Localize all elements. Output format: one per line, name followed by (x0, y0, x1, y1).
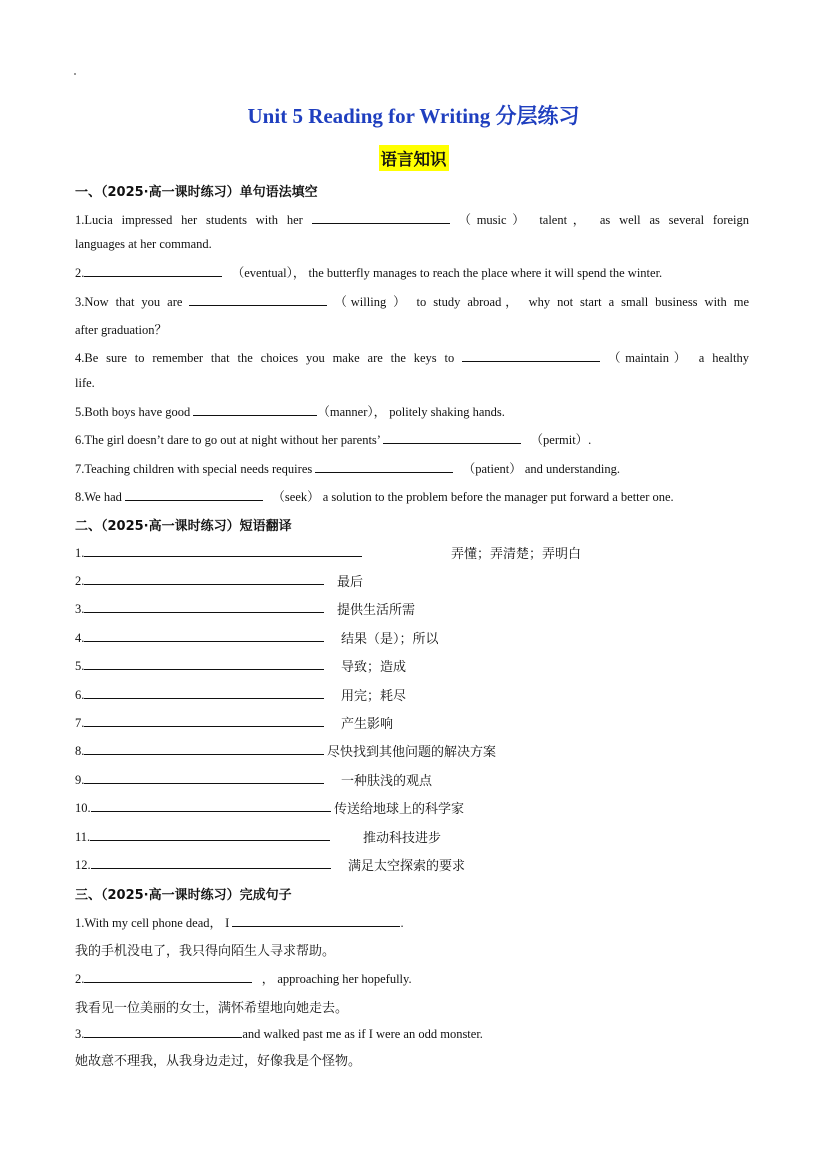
grammar-question-2 (75, 263, 662, 281)
item-number: 9. (75, 773, 85, 787)
word-hint: （manner）， (317, 405, 387, 419)
answer-blank[interactable] (315, 460, 453, 473)
word-hint: （eventual）， (231, 266, 306, 280)
item-number: 1. (75, 546, 85, 560)
phrase-meaning-9: 一种肤浅的观点 (341, 774, 433, 789)
question-text: Teaching children with special needs requires (84, 462, 316, 476)
answer-blank[interactable] (91, 856, 331, 869)
phrase-meaning-11: 推动科技进步 (363, 831, 442, 846)
answer-blank[interactable] (84, 686, 324, 699)
question-text: the butterfly manages to reach the place where it will spend the winter. (305, 266, 663, 280)
page-title: Unit 5 Reading for Writing 分层练习 (247, 104, 580, 128)
phrase-meaning-3: 提供生活所需 (337, 603, 416, 618)
phrase-meaning-8: 尽快找到其他问题的解决方案 (327, 745, 497, 760)
word-hint: （seek） (272, 490, 320, 504)
item-number: 8. (75, 744, 85, 758)
sentence-cn-3: 她故意不理我，从我身边走过，好像我是个怪物。 (75, 1054, 362, 1069)
item-number: 5. (75, 659, 85, 673)
question-number: 1. (75, 213, 85, 227)
answer-blank[interactable] (84, 1025, 242, 1038)
item-number: 3. (75, 602, 85, 616)
item-number: 6. (75, 688, 85, 702)
subtitle-wrap (0, 145, 827, 171)
grammar-question-8 (75, 487, 674, 505)
sentence-text: ， approaching her hopefully. (261, 972, 412, 986)
phrase-meaning-7: 产生影响 (341, 717, 394, 732)
answer-blank[interactable] (193, 403, 317, 416)
word-hint: （permit） (530, 433, 589, 447)
phrase-item-11 (75, 828, 330, 845)
question-text: . (588, 433, 592, 447)
question-text: a solution to the problem before the manager put forward a better one. (319, 490, 674, 504)
question-number: 7. (75, 462, 85, 476)
item-number: 2. (75, 972, 85, 986)
phrase-item-10 (75, 799, 331, 816)
question-number: 8. (75, 490, 85, 504)
phrase-item-4 (75, 629, 324, 646)
question-text: We had (84, 490, 126, 504)
answer-blank[interactable] (232, 914, 400, 927)
word-hint: （maintain） (607, 351, 691, 365)
page-dot (74, 73, 76, 75)
sentence-cn-1: 我的手机没电了，我只得向陌生人寻求帮助。 (75, 944, 336, 959)
answer-blank[interactable] (84, 742, 324, 755)
question-text: to study abroad， why not start a small business with me (409, 295, 750, 309)
answer-blank[interactable] (90, 828, 330, 841)
phrase-meaning-10: 传送给地球上的科学家 (334, 802, 465, 817)
grammar-question-6 (75, 430, 591, 448)
answer-blank[interactable] (312, 211, 450, 224)
word-hint: （music） (458, 213, 531, 227)
answer-blank[interactable] (84, 629, 324, 642)
phrase-item-2 (75, 572, 324, 589)
question-number: 6. (75, 433, 85, 447)
phrase-item-5 (75, 657, 324, 674)
answer-blank[interactable] (84, 714, 324, 727)
answer-blank[interactable] (84, 264, 222, 277)
phrase-item-7 (75, 714, 324, 731)
grammar-question-1-cont: languages at her command. (75, 237, 212, 251)
answer-blank[interactable] (84, 771, 324, 784)
question-text: Lucia impressed her students with her (84, 213, 312, 227)
question-text: and understanding. (521, 462, 620, 476)
sentence-item-2 (75, 969, 412, 987)
item-number: 7. (75, 716, 85, 730)
answer-blank[interactable] (189, 293, 327, 306)
question-text: talent， as well as several foreign (530, 213, 750, 227)
phrase-item-3 (75, 600, 324, 617)
question-number: 5. (75, 405, 85, 419)
phrase-meaning-1: 弄懂；弄清楚；弄明白 (451, 547, 582, 562)
answer-blank[interactable] (462, 349, 600, 362)
answer-blank[interactable] (84, 544, 362, 557)
item-number: 10. (75, 801, 91, 815)
grammar-question-3 (75, 292, 749, 310)
word-hint: （willing ） (334, 295, 410, 309)
phrase-item-8 (75, 742, 324, 759)
question-text: Both boys have good (84, 405, 194, 419)
section3-heading: 三、（2025·高一课时练习）完成句子 (75, 888, 292, 903)
question-number: 4. (75, 351, 85, 365)
question-text: Be sure to remember that the choices you make are the keys to (84, 351, 463, 365)
item-number: 12. (75, 858, 91, 872)
phrase-meaning-12: 满足太空探索的要求 (348, 859, 466, 874)
answer-blank[interactable] (91, 799, 331, 812)
sentence-item-1 (75, 913, 404, 931)
answer-blank[interactable] (84, 657, 324, 670)
question-number: 2. (75, 266, 85, 280)
section2-heading: 二、（2025·高一课时练习）短语翻译 (75, 519, 292, 534)
phrase-meaning-6: 用完；耗尽 (341, 689, 407, 704)
answer-blank[interactable] (383, 431, 521, 444)
phrase-item-1 (75, 544, 362, 561)
item-number: 11. (75, 830, 91, 844)
sentence-item-3 (75, 1025, 483, 1042)
phrase-item-6 (75, 686, 324, 703)
sentence-cn-2: 我看见一位美丽的女士，满怀希望地向她走去。 (75, 1001, 349, 1016)
question-text: Now that you are (84, 295, 190, 309)
item-number: 1. (75, 916, 85, 930)
grammar-question-7 (75, 459, 620, 477)
phrase-meaning-5: 导致；造成 (341, 660, 407, 675)
grammar-question-1 (75, 210, 749, 228)
grammar-question-4 (75, 348, 749, 366)
item-number: 4. (75, 631, 85, 645)
answer-blank[interactable] (125, 488, 263, 501)
question-text: The girl doesn’t dare to go out at night without her parents’ (84, 433, 384, 447)
item-number: 3. (75, 1027, 85, 1041)
phrase-item-12 (75, 856, 331, 873)
sentence-text: With my cell phone dead， I (84, 916, 233, 930)
item-number: 2. (75, 574, 85, 588)
sentence-text: and walked past me as if I were an odd monster. (242, 1027, 483, 1041)
answer-blank[interactable] (84, 970, 252, 983)
question-text: a healthy (690, 351, 749, 365)
phrase-item-9 (75, 771, 324, 788)
sentence-text: . (400, 916, 404, 930)
answer-blank[interactable] (84, 600, 324, 613)
section-subtitle: 语言知识 (379, 145, 449, 171)
question-text: politely shaking hands. (386, 405, 505, 419)
question-number: 3. (75, 295, 85, 309)
phrase-meaning-2: 最后 (337, 575, 364, 590)
word-hint: （patient） (462, 462, 522, 476)
phrase-meaning-4: 结果（是）；所以 (341, 632, 439, 647)
answer-blank[interactable] (84, 572, 324, 585)
grammar-question-3-cont: after graduation？ (75, 323, 167, 337)
section1-heading: 一、（2025·高一课时练习）单句语法填空 (75, 185, 318, 200)
grammar-question-5 (75, 402, 505, 420)
grammar-question-4-cont: life. (75, 376, 95, 390)
